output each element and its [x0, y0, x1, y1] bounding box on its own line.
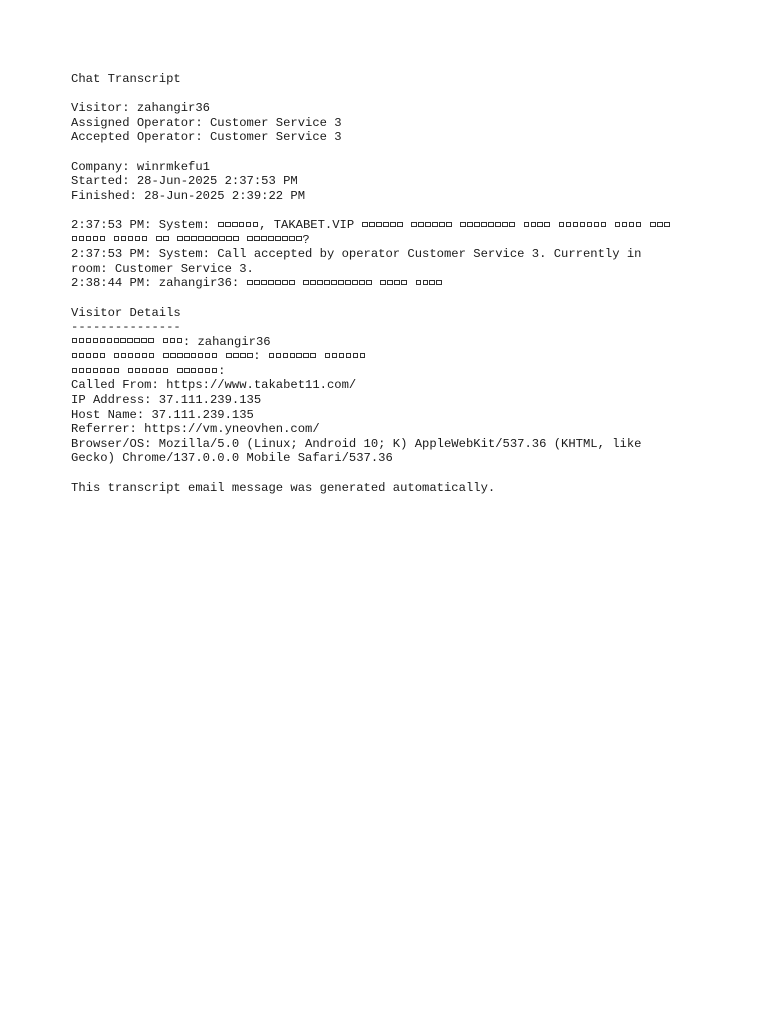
missing-glyph-box: [114, 353, 120, 358]
missing-glyph-box: [184, 353, 190, 358]
missing-glyph-box: [212, 236, 218, 241]
missing-glyph-box: [148, 338, 154, 343]
missing-glyph-box: [460, 222, 466, 227]
missing-glyph-box: [226, 236, 232, 241]
missing-glyph-box: [436, 280, 442, 285]
text-segment: [452, 218, 459, 232]
missing-glyph-box: [218, 222, 224, 227]
missing-glyph-word: [247, 276, 296, 290]
missing-glyph-box: [219, 236, 225, 241]
missing-glyph-box: [170, 338, 176, 343]
text-segment: [372, 276, 379, 290]
missing-glyph-box: [240, 353, 246, 358]
missing-glyph-word: [162, 335, 183, 349]
missing-glyph-box: [72, 338, 78, 343]
missing-glyph-box: [636, 222, 642, 227]
missing-glyph-word: [380, 276, 408, 290]
missing-glyph-box: [205, 368, 211, 373]
spacer: [71, 466, 671, 481]
text-segment: [516, 218, 523, 232]
missing-glyph-box: [282, 236, 288, 241]
missing-glyph-box: [246, 222, 252, 227]
missing-glyph-box: [128, 236, 134, 241]
missing-glyph-box: [474, 222, 480, 227]
started-line: Started: 28-Jun-2025 2:37:53 PM: [71, 174, 298, 189]
visitor-details-divider: ---------------: [71, 320, 181, 335]
visitor-line: Visitor: zahangir36: [71, 101, 210, 116]
missing-glyph-box: [261, 236, 267, 241]
missing-glyph-box: [362, 222, 368, 227]
missing-glyph-box: [107, 368, 113, 373]
missing-glyph-box: [369, 222, 375, 227]
spacer: [71, 291, 671, 306]
text-segment: , TAKABET.VIP: [259, 217, 362, 232]
missing-glyph-word: [247, 233, 303, 247]
missing-glyph-box: [253, 222, 259, 227]
missing-glyph-box: [177, 353, 183, 358]
text-segment: [317, 349, 324, 363]
missing-glyph-box: [191, 368, 197, 373]
missing-glyph-box: [383, 222, 389, 227]
missing-glyph-box: [387, 280, 393, 285]
missing-glyph-box: [212, 368, 218, 373]
missing-glyph-box: [121, 236, 127, 241]
missing-glyph-box: [332, 353, 338, 358]
missing-glyph-box: [226, 353, 232, 358]
missing-glyph-word: [155, 233, 169, 247]
missing-glyph-word: [523, 218, 551, 232]
missing-glyph-box: [212, 353, 218, 358]
missing-glyph-box: [191, 236, 197, 241]
missing-glyph-box: [488, 222, 494, 227]
missing-glyph-box: [394, 280, 400, 285]
missing-glyph-box: [247, 280, 253, 285]
missing-glyph-word: [460, 218, 516, 232]
missing-glyph-box: [261, 280, 267, 285]
missing-glyph-box: [397, 222, 403, 227]
missing-glyph-box: [275, 280, 281, 285]
missing-glyph-box: [232, 222, 238, 227]
missing-glyph-box: [127, 338, 133, 343]
missing-glyph-box: [524, 222, 530, 227]
missing-glyph-word: [176, 364, 218, 378]
missing-glyph-box: [283, 353, 289, 358]
missing-glyph-box: [282, 280, 288, 285]
missing-glyph-word: [113, 349, 155, 363]
text-segment: [295, 276, 302, 290]
missing-glyph-box: [594, 222, 600, 227]
missing-glyph-box: [86, 353, 92, 358]
missing-glyph-box: [664, 222, 670, 227]
message-text: 2:37:53 PM: System: Call accepted by operator Customer Service 3. Currently in room: Customer Service 3.: [71, 247, 649, 276]
missing-glyph-box: [128, 353, 134, 358]
missing-glyph-box: [79, 338, 85, 343]
finished-line: Finished: 28-Jun-2025 2:39:22 PM: [71, 188, 306, 203]
missing-glyph-box: [345, 280, 351, 285]
missing-glyph-box: [401, 280, 407, 285]
missing-glyph-box: [177, 338, 183, 343]
text-segment: [120, 364, 127, 378]
missing-glyph-box: [289, 280, 295, 285]
missing-glyph-box: [353, 353, 359, 358]
missing-glyph-box: [346, 353, 352, 358]
referrer-line: Referrer: https://vm.yneovhen.com/: [71, 422, 320, 437]
missing-glyph-box: [325, 353, 331, 358]
missing-glyph-box: [72, 353, 78, 358]
missing-glyph-box: [79, 353, 85, 358]
missing-glyph-box: [163, 353, 169, 358]
missing-glyph-word: [411, 218, 453, 232]
text-segment: [155, 335, 162, 349]
missing-glyph-box: [467, 222, 473, 227]
missing-glyph-box: [495, 222, 501, 227]
missing-glyph-box: [233, 236, 239, 241]
chat-message: [71, 218, 671, 247]
missing-glyph-box: [296, 353, 302, 358]
missing-glyph-box: [296, 236, 302, 241]
missing-glyph-box: [622, 222, 628, 227]
missing-glyph-box: [86, 338, 92, 343]
visitor-name-line: [71, 335, 671, 350]
missing-glyph-box: [239, 222, 245, 227]
missing-glyph-box: [629, 222, 635, 227]
missing-glyph-box: [128, 368, 134, 373]
missing-glyph-word: [71, 364, 120, 378]
missing-glyph-box: [135, 236, 141, 241]
missing-glyph-box: [135, 368, 141, 373]
missing-glyph-box: [170, 353, 176, 358]
missing-glyph-word: [558, 218, 607, 232]
missing-glyph-box: [573, 222, 579, 227]
missing-glyph-word: [177, 233, 240, 247]
missing-glyph-box: [142, 368, 148, 373]
missing-glyph-box: [79, 368, 85, 373]
missing-glyph-box: [121, 353, 127, 358]
missing-glyph-box: [290, 353, 296, 358]
visitor-details-heading: Visitor Details: [71, 305, 181, 320]
missing-glyph-box: [331, 280, 337, 285]
missing-glyph-box: [114, 368, 120, 373]
missing-glyph-box: [303, 280, 309, 285]
spacer: [71, 145, 671, 160]
missing-glyph-box: [184, 236, 190, 241]
missing-glyph-box: [416, 280, 422, 285]
visitor-field-line: [71, 364, 671, 379]
missing-glyph-box: [303, 353, 309, 358]
missing-glyph-box: [184, 368, 190, 373]
missing-glyph-box: [177, 236, 183, 241]
missing-glyph-box: [198, 353, 204, 358]
missing-glyph-word: [268, 349, 317, 363]
missing-glyph-word: [225, 349, 253, 363]
missing-glyph-box: [446, 222, 452, 227]
missing-glyph-word: [71, 349, 106, 363]
called-from-line: Called From: https://www.takabet11.com/: [71, 378, 357, 393]
missing-glyph-box: [268, 236, 274, 241]
text-segment: [169, 233, 176, 247]
missing-glyph-box: [149, 368, 155, 373]
missing-glyph-box: [134, 338, 140, 343]
text-segment: :: [253, 349, 268, 364]
ip-address-line: IP Address: 37.111.239.135: [71, 393, 262, 408]
missing-glyph-box: [359, 280, 365, 285]
missing-glyph-box: [587, 222, 593, 227]
message-text: 2:37:53 PM: System:: [71, 217, 218, 232]
missing-glyph-word: [324, 349, 366, 363]
missing-glyph-box: [141, 338, 147, 343]
missing-glyph-box: [324, 280, 330, 285]
missing-glyph-box: [439, 222, 445, 227]
missing-glyph-word: [162, 349, 218, 363]
missing-glyph-box: [79, 236, 85, 241]
missing-glyph-box: [198, 368, 204, 373]
missing-glyph-box: [650, 222, 656, 227]
company-line: Company: winrmkefu1: [71, 159, 210, 174]
missing-glyph-box: [205, 353, 211, 358]
missing-glyph-box: [86, 368, 92, 373]
missing-glyph-box: [135, 353, 141, 358]
missing-glyph-box: [114, 338, 120, 343]
text-segment: [551, 218, 558, 232]
missing-glyph-word: [415, 276, 443, 290]
missing-glyph-box: [268, 280, 274, 285]
missing-glyph-box: [163, 338, 169, 343]
missing-glyph-box: [657, 222, 663, 227]
missing-glyph-box: [72, 236, 78, 241]
host-name-line: Host Name: 37.111.239.135: [71, 407, 254, 422]
missing-glyph-box: [310, 353, 316, 358]
text-segment: :: [218, 363, 226, 378]
missing-glyph-box: [544, 222, 550, 227]
missing-glyph-box: [93, 368, 99, 373]
missing-glyph-word: [217, 218, 259, 232]
missing-glyph-box: [247, 353, 253, 358]
missing-glyph-box: [233, 353, 239, 358]
missing-glyph-box: [275, 236, 281, 241]
missing-glyph-word: [362, 218, 404, 232]
missing-glyph-box: [317, 280, 323, 285]
footer-note: This transcript email message was generated automatically.: [71, 480, 496, 495]
missing-glyph-box: [149, 353, 155, 358]
missing-glyph-box: [225, 222, 231, 227]
missing-glyph-box: [537, 222, 543, 227]
spacer: [71, 87, 671, 102]
missing-glyph-box: [423, 280, 429, 285]
missing-glyph-box: [93, 338, 99, 343]
text-segment: [239, 233, 246, 247]
text-segment: : zahangir36: [182, 334, 271, 349]
missing-glyph-box: [339, 353, 345, 358]
missing-glyph-box: [156, 236, 162, 241]
missing-glyph-box: [481, 222, 487, 227]
missing-glyph-box: [142, 353, 148, 358]
missing-glyph-box: [531, 222, 537, 227]
missing-glyph-box: [100, 353, 106, 358]
missing-glyph-box: [425, 222, 431, 227]
missing-glyph-box: [310, 280, 316, 285]
text-segment: [403, 218, 410, 232]
missing-glyph-box: [191, 353, 197, 358]
missing-glyph-box: [580, 222, 586, 227]
missing-glyph-box: [418, 222, 424, 227]
document-title: Chat Transcript: [71, 72, 181, 86]
missing-glyph-box: [269, 353, 275, 358]
missing-glyph-word: [303, 276, 373, 290]
missing-glyph-box: [247, 236, 253, 241]
missing-glyph-box: [509, 222, 515, 227]
missing-glyph-box: [566, 222, 572, 227]
missing-glyph-box: [615, 222, 621, 227]
assigned-operator-line: Assigned Operator: Customer Service 3: [71, 115, 342, 130]
message-list: [71, 218, 671, 291]
chat-message: [71, 276, 671, 291]
spacer: [71, 203, 671, 218]
missing-glyph-box: [120, 338, 126, 343]
missing-glyph-box: [432, 222, 438, 227]
missing-glyph-box: [100, 338, 106, 343]
missing-glyph-box: [156, 368, 162, 373]
missing-glyph-box: [366, 280, 372, 285]
missing-glyph-box: [390, 222, 396, 227]
missing-glyph-box: [276, 353, 282, 358]
missing-glyph-word: [71, 335, 155, 349]
missing-glyph-word: [127, 364, 169, 378]
missing-glyph-box: [254, 236, 260, 241]
missing-glyph-box: [338, 280, 344, 285]
accepted-operator-line: Accepted Operator: Customer Service 3: [71, 130, 342, 145]
missing-glyph-box: [93, 353, 99, 358]
missing-glyph-box: [86, 236, 92, 241]
missing-glyph-box: [163, 368, 169, 373]
missing-glyph-box: [93, 236, 99, 241]
text-segment: [408, 276, 415, 290]
browser-os-line: Browser/OS: Mozilla/5.0 (Linux; Android 10; K) AppleWebKit/537.36 (KHTML, like Gecko) Chrome/137.0.0.0 Mobile Safari/537.36: [71, 436, 649, 466]
missing-glyph-word: [113, 233, 148, 247]
missing-glyph-box: [289, 236, 295, 241]
missing-glyph-box: [254, 280, 260, 285]
missing-glyph-box: [601, 222, 607, 227]
missing-glyph-box: [205, 236, 211, 241]
chat-message: [71, 247, 671, 276]
missing-glyph-box: [411, 222, 417, 227]
transcript-document: [71, 72, 671, 495]
missing-glyph-box: [100, 368, 106, 373]
missing-glyph-box: [72, 368, 78, 373]
missing-glyph-box: [177, 368, 183, 373]
visitor-field-line: [71, 349, 671, 364]
missing-glyph-box: [429, 280, 435, 285]
missing-glyph-box: [352, 280, 358, 285]
missing-glyph-box: [142, 236, 148, 241]
message-text: 2:38:44 PM: zahangir36:: [71, 276, 247, 291]
missing-glyph-box: [559, 222, 565, 227]
missing-glyph-word: [614, 218, 642, 232]
missing-glyph-box: [100, 236, 106, 241]
missing-glyph-box: [198, 236, 204, 241]
missing-glyph-box: [502, 222, 508, 227]
text-segment: ?: [302, 232, 310, 247]
missing-glyph-box: [107, 338, 113, 343]
missing-glyph-box: [376, 222, 382, 227]
missing-glyph-box: [380, 280, 386, 285]
missing-glyph-box: [114, 236, 120, 241]
missing-glyph-box: [360, 353, 366, 358]
missing-glyph-box: [163, 236, 169, 241]
